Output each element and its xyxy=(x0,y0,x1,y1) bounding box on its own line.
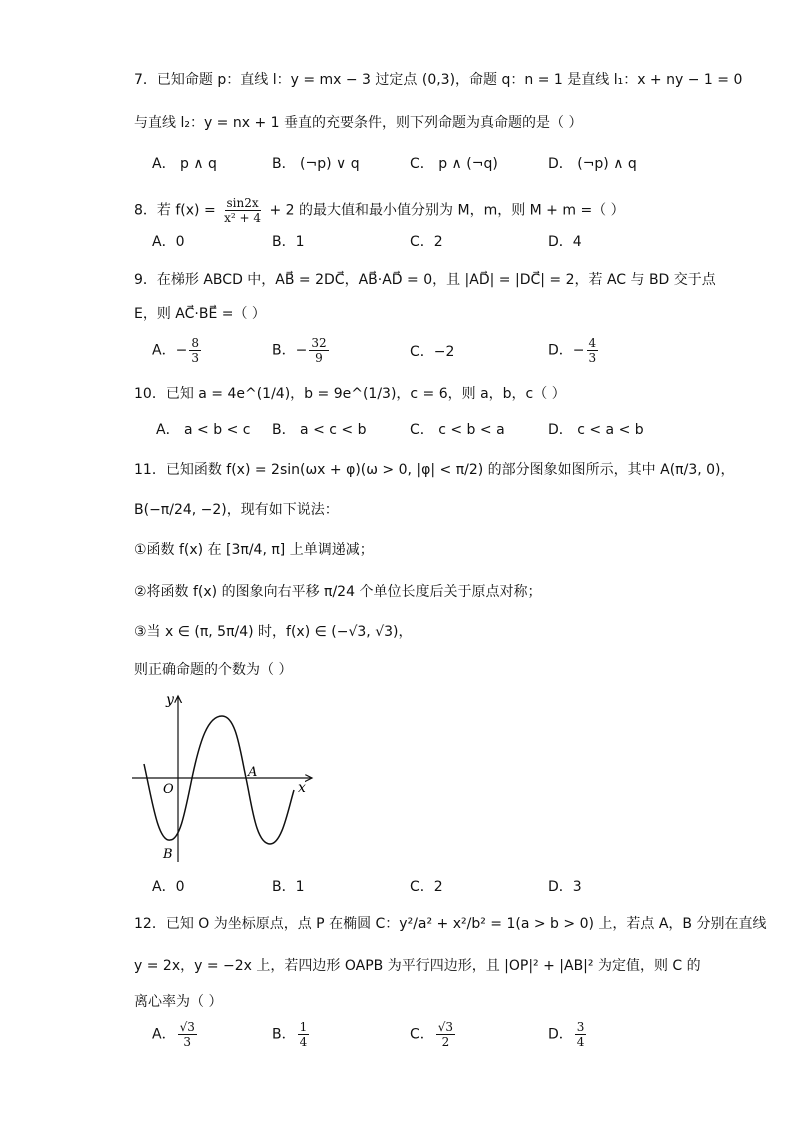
q8-frac-num: sin2x xyxy=(226,196,259,210)
q9-option-b xyxy=(272,336,331,365)
q10-line1: 10．已知 a = 4e^(1/4)，b = 9e^(1/3)，c = 6，则 a，b，c（ ） xyxy=(134,386,566,402)
q8-line xyxy=(134,196,625,225)
q8-option-b: B．1 xyxy=(272,234,305,250)
q9-option-c xyxy=(410,342,454,362)
q9-option-b-den: 9 xyxy=(315,351,323,365)
q9-option-c-text: −2 xyxy=(433,344,455,360)
q9-line1: 9．在梯形 ABCD 中，AB⃗ = 2DC⃗，AB⃗·AD⃗ = 0，且 |AD⃗| = |DC⃗| = 2，若 AC 与 BD 交于点 xyxy=(134,272,716,288)
q9-option-d-num: 4 xyxy=(588,336,597,350)
q12-line2: y = 2x，y = −2x 上，若四边形 OAPB 为平行四边形，且 |OP|² + |AB|² 为定值，则 C 的 xyxy=(134,958,701,974)
q7-line1: 7．已知命题 p：直线 l：y = mx − 3 过定点 (0,3)，命题 q：n = 1 是直线 l₁：x + ny − 1 = 0 xyxy=(134,72,743,88)
q11-line1: 11．已知函数 f(x) = 2sin(ωx + φ)(ω > 0, |φ| < π/2) 的部分图象如图所示，其中 A(π/3, 0)， xyxy=(134,462,735,478)
q12-line1: 12．已知 O 为坐标原点，点 P 在椭圆 C：y²/a² + x²/b² = 1(a > b > 0) 上，若点 A，B 分别在直线 xyxy=(134,916,767,932)
q12-option-d-num: 3 xyxy=(576,1020,585,1034)
q12-option-d xyxy=(548,1020,588,1049)
q12-option-a xyxy=(152,1020,199,1049)
q12-option-a-num: √3 xyxy=(179,1020,195,1034)
q10-option-b: B． a < c < b xyxy=(272,422,367,438)
q11-label-o: O xyxy=(163,782,174,797)
q11-sine-graph xyxy=(130,690,320,865)
q9-option-a-frac xyxy=(189,336,201,365)
q12-option-b xyxy=(272,1020,311,1049)
q10-option-d: D． c < a < b xyxy=(548,422,644,438)
q12-option-a-label: A． xyxy=(152,1026,176,1043)
q12-option-b-frac xyxy=(298,1020,310,1049)
q8-fraction xyxy=(222,196,263,225)
q12-option-c-frac xyxy=(436,1020,455,1049)
q11-line2: B(−π/24, −2)，现有如下说法： xyxy=(134,502,339,518)
q7-option-b: B． (¬p) ∨ q xyxy=(272,156,360,172)
q8-frac-den: x² + 4 xyxy=(224,211,262,225)
q12-option-c-den: 2 xyxy=(441,1035,450,1049)
q12-option-b-num: 1 xyxy=(299,1020,308,1034)
q11-option-d: D．3 xyxy=(548,879,582,895)
q12-option-c-num: √3 xyxy=(437,1020,454,1034)
q11-statement-2: ②将函数 f(x) 的图象向右平移 π/24 个单位长度后关于原点对称； xyxy=(134,584,542,600)
q7-option-c: C． p ∧ (¬q) xyxy=(410,156,498,172)
q10-option-c: C． c < b < a xyxy=(410,422,505,438)
q11-label-a: A xyxy=(248,765,258,780)
q9-option-b-frac xyxy=(309,336,328,365)
q8-option-c: C．2 xyxy=(410,234,443,250)
q11-label-y: y xyxy=(166,692,174,708)
q11-option-a: A．0 xyxy=(152,879,185,895)
q12-option-b-den: 4 xyxy=(299,1035,308,1049)
q8-suffix: + 2 的最大值和最小值分别为 M，m，则 M + m =（ ） xyxy=(269,202,625,219)
q9-option-a-den: 3 xyxy=(191,351,199,365)
q11-label-x: x xyxy=(298,780,306,796)
q11-question: 则正确命题的个数为（ ） xyxy=(134,662,293,678)
q9-option-a xyxy=(152,336,203,365)
q10-option-a: A． a < b < c xyxy=(156,422,251,438)
q7-line2: 与直线 l₂：y = nx + 1 垂直的充要条件，则下列命题为真命题的是（ ） xyxy=(134,115,583,131)
q11-statement-1: ①函数 f(x) 在 [3π/4, π] 上单调递减； xyxy=(134,542,374,558)
q11-statement-3: ③当 x ∈ (π, 5π/4) 时，f(x) ∈ (−√3, √3)， xyxy=(134,624,413,640)
q9-option-a-label: A． xyxy=(152,342,176,359)
q9-option-b-num: 32 xyxy=(311,336,327,350)
q9-option-d-label: D． xyxy=(548,342,573,359)
q11-option-c: C．2 xyxy=(410,879,443,895)
q9-line2: E，则 AC⃗·BE⃗ =（ ） xyxy=(134,306,266,322)
q7-option-a: A． p ∧ q xyxy=(152,156,217,172)
q12-option-c-label: C． xyxy=(410,1026,434,1043)
q11-sine-curve xyxy=(144,716,294,844)
q9-option-d-frac xyxy=(587,336,599,365)
q7-option-d: D． (¬p) ∧ q xyxy=(548,156,637,172)
q12-option-d-den: 4 xyxy=(576,1035,585,1049)
q12-option-a-frac xyxy=(178,1020,197,1049)
q11-option-b: B．1 xyxy=(272,879,305,895)
q9-option-c-label: C． xyxy=(410,344,434,360)
q9-option-b-label: B． xyxy=(272,342,296,359)
q12-line3: 离心率为（ ） xyxy=(134,994,223,1010)
q9-option-d-sign: − xyxy=(572,342,585,359)
q12-option-b-label: B． xyxy=(272,1026,296,1043)
q11-label-b: B xyxy=(163,847,173,862)
q8-option-a: A．0 xyxy=(152,234,185,250)
q12-option-c xyxy=(410,1020,457,1049)
q8-option-d: D．4 xyxy=(548,234,582,250)
q9-option-b-sign: − xyxy=(295,342,308,359)
q9-option-a-sign: − xyxy=(175,342,188,359)
q12-option-a-den: 3 xyxy=(183,1035,192,1049)
q12-option-d-frac xyxy=(575,1020,587,1049)
q9-option-d xyxy=(548,336,600,365)
q9-option-a-num: 8 xyxy=(191,336,199,350)
q12-option-d-label: D． xyxy=(548,1026,573,1043)
q9-option-d-den: 3 xyxy=(588,351,597,365)
q8-prefix: 8．若 f(x) = xyxy=(134,202,216,219)
